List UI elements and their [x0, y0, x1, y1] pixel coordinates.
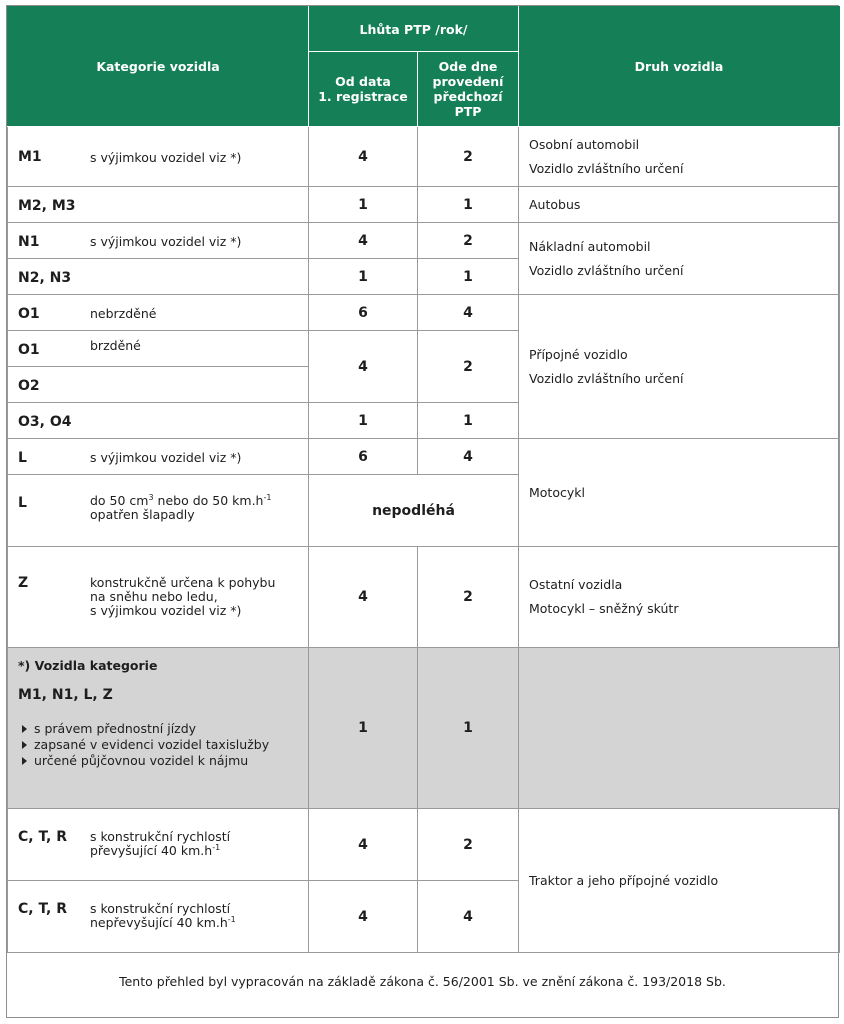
vehicle-type-line: Nákladní automobil — [529, 238, 651, 254]
value-ode-dne: 4 — [418, 295, 519, 331]
category-code: Z — [18, 575, 29, 591]
category-cell — [8, 439, 309, 475]
table-row — [8, 809, 840, 881]
category-code: N2, N3 — [18, 270, 72, 286]
vehicle-type-line: Vozidlo zvláštního určení — [529, 370, 684, 386]
category-desc: brzděné — [90, 338, 141, 353]
value-od-data: 6 — [309, 295, 418, 331]
bullet-item — [18, 721, 269, 737]
vehicle-type: Motocykl — [519, 439, 840, 547]
desc-text: převyšující 40 km.h — [90, 843, 213, 858]
table-row — [8, 547, 840, 648]
header-ode-dne-line1: Ode dne — [438, 59, 498, 74]
vehicle-type: Traktor a jeho přípojné vozidlo — [519, 809, 840, 953]
category-cell — [8, 187, 309, 223]
header-kategorie: Kategorie vozidla — [8, 7, 309, 127]
ptp-table — [7, 6, 840, 953]
category-cell — [8, 295, 309, 331]
desc-line — [90, 916, 236, 930]
special-title: *) Vozidla kategorie — [18, 658, 158, 673]
header-od-data — [309, 52, 418, 127]
category-cell — [8, 367, 309, 403]
special-block — [18, 658, 269, 769]
vehicle-type: Autobus — [519, 187, 840, 223]
category-cell — [8, 127, 309, 187]
header-lhuta: Lhůta PTP /rok/ — [309, 7, 519, 52]
triangle-bullet-icon — [22, 741, 27, 749]
desc-line: konstrukčně určena k pohybu — [90, 575, 276, 590]
value-ode-dne: 1 — [418, 187, 519, 223]
triangle-bullet-icon — [22, 757, 27, 765]
category-cell — [8, 809, 309, 881]
value-od-data: 1 — [309, 403, 418, 439]
desc-line: s výjimkou vozidel viz *) — [90, 603, 242, 618]
value-od-data: 4 — [309, 223, 418, 259]
category-cell — [8, 403, 309, 439]
bullet-text: zapsané v evidenci vozidel taxislužby — [34, 737, 270, 752]
value-ode-dne: 2 — [418, 809, 519, 881]
desc-text: do 50 cm — [90, 493, 149, 508]
value-od-data: 6 — [309, 439, 418, 475]
superscript: -1 — [227, 914, 236, 924]
value-od-data: 1 — [309, 187, 418, 223]
desc-line: na sněhu nebo ledu, — [90, 589, 218, 604]
vehicle-type-line: Vozidlo zvláštního určení — [529, 262, 684, 278]
superscript: -1 — [263, 492, 272, 502]
special-bullets — [18, 721, 269, 769]
vehicle-type-line: Přípojné vozidlo — [529, 346, 628, 362]
value-ode-dne: 2 — [418, 127, 519, 187]
vehicle-type-empty — [519, 648, 840, 809]
category-cell — [8, 547, 309, 648]
value-ode-dne: 1 — [418, 403, 519, 439]
header-ode-dne-line4: PTP — [454, 104, 482, 119]
desc-line — [90, 844, 230, 858]
category-cell — [8, 259, 309, 295]
ptp-table-frame — [6, 5, 839, 1018]
value-ode-dne: 2 — [418, 223, 519, 259]
category-desc — [90, 576, 275, 618]
vehicle-type-line: Ostatní vozidla — [529, 577, 623, 592]
value-od-data: 1 — [309, 648, 418, 809]
value-ode-dne: 1 — [418, 648, 519, 809]
header-ode-dne — [418, 52, 519, 127]
category-desc — [90, 494, 271, 522]
category-desc: s výjimkou vozidel viz *) — [90, 450, 242, 465]
vehicle-type — [519, 547, 840, 648]
desc-text: nepřevyšující 40 km.h — [90, 915, 228, 930]
table-row — [8, 295, 840, 331]
value-od-data: 4 — [309, 809, 418, 881]
table-row — [8, 439, 840, 475]
header-ode-dne-line3: předchozí — [433, 89, 503, 104]
category-code: O3, O4 — [18, 414, 72, 430]
category-code: M1 — [18, 149, 42, 165]
value-od-data: 4 — [309, 331, 418, 403]
vehicle-type-line: Vozidlo zvláštního určení — [529, 160, 684, 176]
desc-text: nebo do 50 km.h — [153, 493, 264, 508]
header-druh: Druh vozidla — [519, 7, 840, 127]
value-ode-dne: 4 — [418, 439, 519, 475]
vehicle-type — [519, 223, 840, 295]
category-desc — [90, 902, 236, 930]
table-row — [8, 127, 840, 187]
category-code: L — [18, 450, 27, 466]
bullet-text: určené půjčovnou vozidel k nájmu — [34, 753, 249, 768]
value-od-data: 1 — [309, 259, 418, 295]
value-ode-dne: 2 — [418, 331, 519, 403]
vehicle-type — [519, 127, 840, 187]
category-code: M2, M3 — [18, 198, 76, 214]
category-cell — [8, 881, 309, 953]
category-code: O2 — [18, 378, 40, 394]
triangle-bullet-icon — [22, 725, 27, 733]
header-od-data-line2: 1. registrace — [318, 89, 408, 104]
value-od-data: 4 — [309, 127, 418, 187]
desc-line: s konstrukční rychlostí — [90, 829, 231, 844]
header-ode-dne-line2: provedení — [432, 74, 504, 89]
value-ode-dne: 2 — [418, 547, 519, 648]
value-ode-dne: 1 — [418, 259, 519, 295]
category-cell — [8, 331, 309, 367]
bullet-item — [18, 737, 269, 753]
category-code: N1 — [18, 234, 40, 250]
value-ode-dne: 4 — [418, 881, 519, 953]
vehicle-type-line: Motocykl – sněžný skútr — [529, 601, 679, 616]
desc-text: opatřen šlapadly — [90, 507, 195, 522]
special-codes: M1, N1, L, Z — [18, 687, 113, 703]
vehicle-type-line: Osobní automobil — [529, 136, 640, 152]
superscript: 3 — [148, 492, 154, 502]
category-code: O1 — [18, 342, 40, 358]
category-cell — [8, 223, 309, 259]
bullet-text: s právem přednostní jízdy — [34, 721, 197, 736]
header-od-data-line1: Od data — [335, 74, 391, 89]
category-code: C, T, R — [18, 901, 67, 917]
superscript: -1 — [212, 842, 221, 852]
value-od-data: 4 — [309, 547, 418, 648]
vehicle-type — [519, 295, 840, 439]
desc-line: s konstrukční rychlostí — [90, 901, 231, 916]
special-category-cell — [8, 648, 309, 809]
footer-note: Tento přehled byl vypracován na základě zákona č. 56/2001 Sb. ve znění zákona č. 193/2018 Sb. — [119, 974, 726, 989]
category-desc — [90, 830, 230, 858]
category-cell — [8, 475, 309, 547]
category-desc: nebrzděné — [90, 306, 157, 321]
category-code: L — [18, 495, 27, 511]
table-row — [8, 187, 840, 223]
table-row-special — [8, 648, 840, 809]
category-desc: s výjimkou vozidel viz *) — [90, 234, 242, 249]
category-code: O1 — [18, 306, 40, 322]
category-desc: s výjimkou vozidel viz *) — [90, 150, 242, 165]
table-row — [8, 223, 840, 259]
bullet-item — [18, 753, 269, 769]
value-od-data: 4 — [309, 881, 418, 953]
value-nepodleha: nepodléhá — [309, 475, 519, 547]
category-code: C, T, R — [18, 829, 67, 845]
